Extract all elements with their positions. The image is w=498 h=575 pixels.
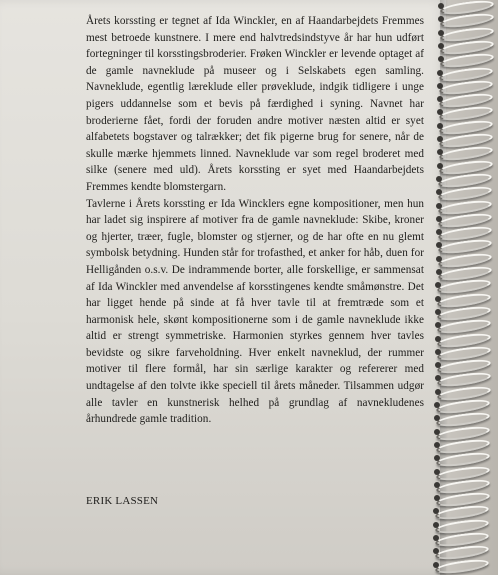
paragraph-2: Tavlerne i Årets korssting er Ida Wincklers egne kompositioner, men hun har ladet sig inspirere af motiver fra de gamle navneklude: Skibe, kroner og hjerter, træer, fugle, blomster og stjerner, og de har ofte en nu glemt symbolsk betydning. Hunden står for trofasthed, et anker for håb, duen for Helligånden o.s.v. De indrammende borter, alle forskellige, er sammensat af Ida Winckler med anvendelse af korsstingenes kendte småmønstre. Det har ligget hende på sinde at få hver tavle til at fremtræde som et harmonisk hele, skønt kompositionerne som i de gamle navneklude ikke altid er strengt symmetriske. Harmonien styrkes gennem hver tavles bevidste og sikre farveholdning. Hver enkelt navneklud, der rummer motiver til flere formål, har sin særlige karakter og refererer med undtagelse af den tolvte ikke speciell til årets måneder. Tilsammen udgør alle tavler en kunstnerisk helhed på grundlag af navnekludenes århundrede gamle tradition.	[86, 197, 424, 426]
binding-coil	[434, 557, 489, 575]
body-text	[86, 13, 424, 428]
spiral-binding	[430, 0, 498, 575]
author-signature: ERIK LASSEN	[86, 495, 159, 507]
paragraph-1: Årets korssting er tegnet af Ida Winckler, en af Haandarbejdets Fremmes mest betroede kunstnere. I mere end halvtredsindstyve år har hun udført fortegninger til korsstingsbroderier. Frøken Winckler er levende optaget af de gamle navneklude på museer og i Selskabets egen samling. Navneklude, egentlig læreklude eller prøveklude, indgik tidligere i unge pigers uddannelse som et bevis på færdighed i syning. Navnet har broderierne fået, fordi der foruden andre motiver næsten altid er syet alfabetets bogstaver og talrækker; det fik pigerne brug for senere, når de skulle mærke hjemmets linned. Navneklude var som regel broderet med silke (senere med uld). Årets korssting er syet med Haandarbejdets Fremmes kendte blomstergarn.	[86, 15, 424, 193]
